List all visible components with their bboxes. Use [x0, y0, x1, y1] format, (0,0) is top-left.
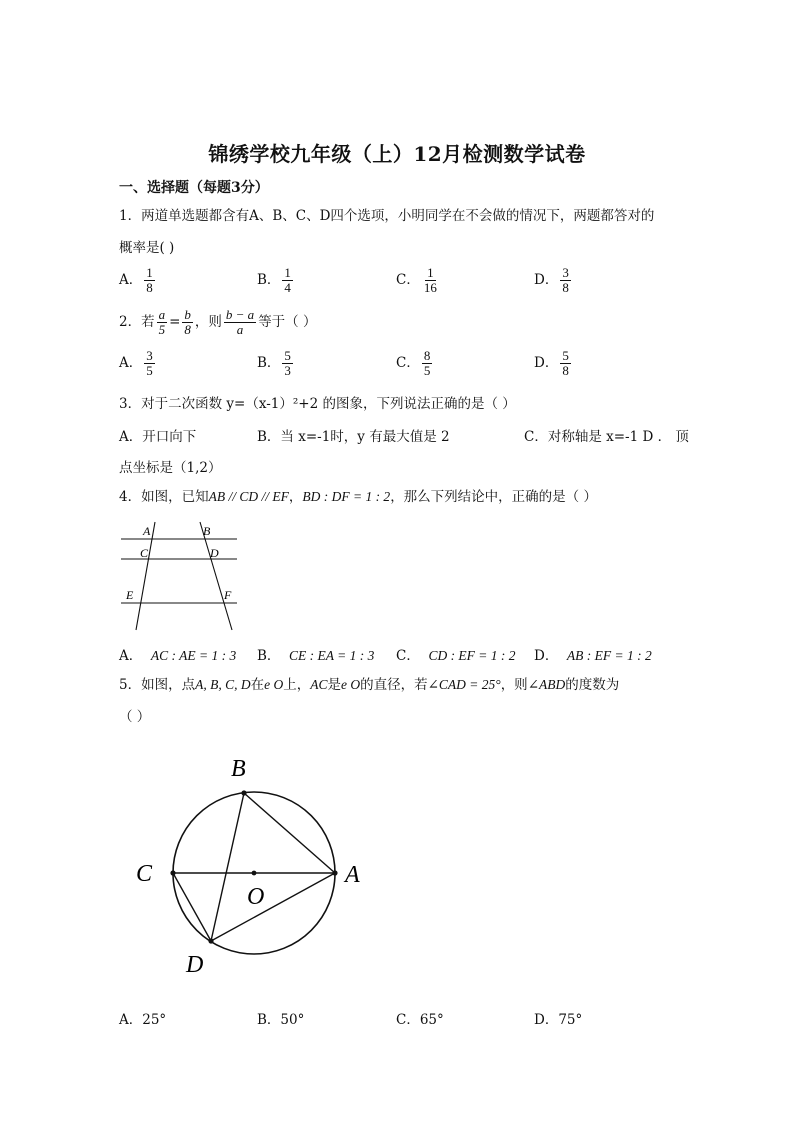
label-e: E	[126, 588, 134, 602]
parallel-lines-figure	[115, 518, 245, 636]
q5-option-b[interactable]: B．50°	[257, 1012, 305, 1028]
section-heading: 一、选择题（每题3分）	[119, 180, 269, 196]
segment-ba	[244, 793, 335, 873]
q1-option-b[interactable]: B． $\frac{1}{4}$	[257, 265, 291, 295]
label-d: D	[210, 546, 219, 560]
label-b: B	[231, 756, 246, 782]
q2-fraction-a5: $\frac{a}{5}$	[158, 307, 166, 337]
label-d: D	[186, 952, 204, 978]
q1-option-d[interactable]: D． $\frac{3}{8}$	[534, 265, 569, 295]
question-2-text: 2．若 $\frac{a}{5}$ = $\frac{b}{8}$ ，则 $\frac{b - a}{a}$ 等于（ ）	[119, 307, 317, 337]
question-5-text-cont: （ ）	[119, 709, 151, 725]
point-b	[241, 790, 246, 795]
label-b: B	[203, 524, 211, 538]
q3-option-d-cont: 点坐标是（1,2）	[119, 460, 222, 476]
q1-option-b-fraction: $\frac{1}{4}$	[284, 265, 291, 295]
transversal-left	[136, 522, 155, 630]
q2-option-c[interactable]: C． $\frac{8}{5}$	[396, 348, 431, 378]
q1-option-d-fraction: $\frac{3}{8}$	[562, 265, 569, 295]
q2-option-d[interactable]: D． $\frac{5}{8}$	[534, 348, 569, 378]
q4-option-d[interactable]: D． AB : EF = 1 : 2	[534, 648, 652, 664]
q2-option-b[interactable]: B． $\frac{5}{3}$	[257, 348, 291, 378]
question-4-text: 4．如图，已知AB // CD // EF，BD : DF = 1 : 2，那么下列结论中，正确的是（ ）	[119, 489, 597, 505]
question-3-text: 3．对于二次函数 y=（x-1）²+2 的图象，下列说法正确的是（ ）	[119, 396, 516, 412]
transversal-right	[200, 522, 232, 630]
point-a	[332, 870, 337, 875]
q3-option-a[interactable]: A．开口向下	[119, 429, 197, 445]
question-5-text: 5．如图，点A, B, C, D在e O上，AC是e O的直径，若∠CAD = 25°，则∠ABD的度数为	[119, 677, 620, 693]
point-c	[170, 870, 175, 875]
label-c: C	[136, 861, 153, 887]
q5-option-d[interactable]: D．75°	[534, 1012, 583, 1028]
q2-fraction-b8: $\frac{b}{8}$	[184, 307, 191, 337]
q1-option-c-fraction: $\frac{1}{16}$	[423, 265, 437, 295]
q4-option-a[interactable]: A． AC : AE = 1 : 3	[119, 648, 237, 664]
page-title: 锦绣学校九年级（上）12月检测数学试卷	[208, 142, 586, 166]
question-1-text: 1．两道单选题都含有A、B、C、D四个选项，小明同学在不会做的情况下，两题都答对的	[119, 208, 655, 224]
point-o	[252, 871, 257, 876]
q3-option-c-d[interactable]: C．对称轴是 x=-1 D ． 顶	[524, 429, 689, 445]
q4-option-b[interactable]: B． CE : EA = 1 : 3	[257, 648, 375, 664]
q5-option-c[interactable]: C．65°	[396, 1012, 444, 1028]
q2-option-a[interactable]: A． $\frac{3}{5}$	[119, 348, 153, 378]
label-f: F	[224, 588, 232, 602]
label-a: A	[143, 524, 151, 538]
label-a: A	[345, 862, 360, 888]
q2-fraction-target: $\frac{b - a}{a}$	[225, 307, 255, 337]
question-1-text-cont: 概率是( )	[119, 240, 175, 256]
circle-figure	[130, 750, 380, 980]
q1-option-c[interactable]: C． $\frac{1}{16}$	[396, 265, 437, 295]
segment-bd	[211, 793, 244, 941]
q3-option-b[interactable]: B．当 x=-1时，y 有最大值是 2	[257, 429, 450, 445]
segment-da	[211, 873, 335, 941]
q4-option-c[interactable]: C． CD : EF = 1 : 2	[396, 648, 516, 664]
q5-option-a[interactable]: A．25°	[119, 1012, 167, 1028]
point-d	[208, 938, 213, 943]
segment-cd	[173, 873, 211, 941]
q1-option-a-fraction: $\frac{1}{8}$	[146, 265, 153, 295]
label-c: C	[140, 546, 149, 560]
label-o: O	[247, 884, 265, 910]
q1-option-a[interactable]: A． $\frac{1}{8}$	[119, 265, 153, 295]
